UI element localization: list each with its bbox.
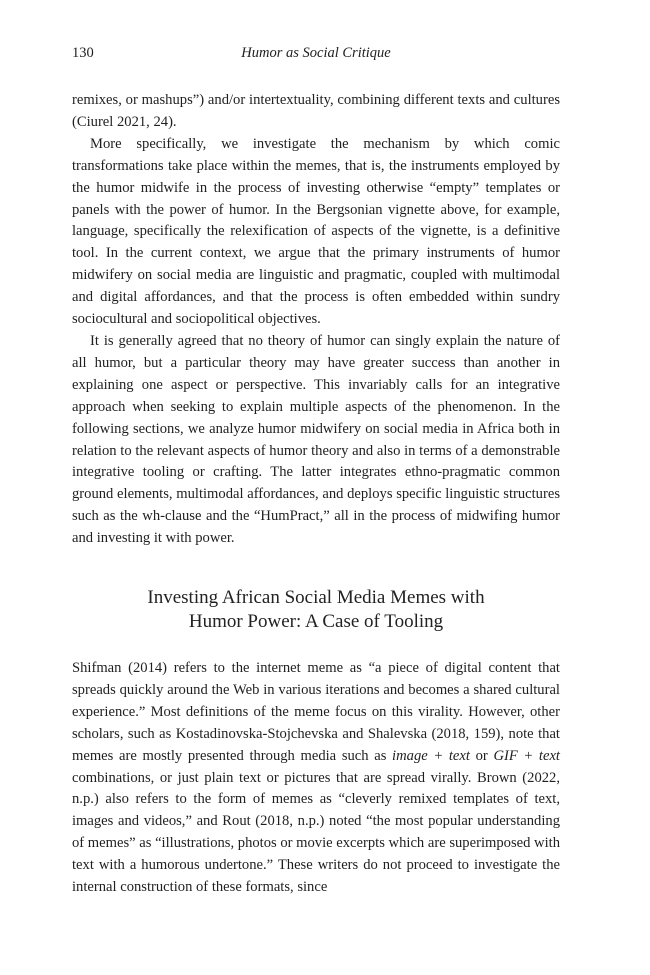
body-text-top [72, 90, 560, 550]
italic-term-gif-text: GIF + text [493, 747, 560, 764]
section-heading-line-2: Humor Power: A Case of Tooling [188, 611, 444, 632]
paragraph-text-part: or [469, 747, 494, 764]
italic-term-image-text: image + text [392, 747, 470, 764]
paragraph-text-part: combinations, or just plain text or pictures that are spread virally. Brown (2022, n.p.) also refers to the form of memes as “cleverly remixed templates of text, images and videos,” and Rout (2018, n.p.) noted “the most popular understanding of memes” as “illustrations, photos or movie excerpts which are superimposed with text with a humorous undertone.” These writers do not proceed to investigate the internal construction of these formats, since [72, 769, 560, 896]
running-title: Humor as Social Critique [241, 45, 391, 61]
paragraph-meme-definition [72, 658, 560, 899]
paragraph-text-part: Shifman (2014) refers to the internet meme as “a piece of digital content that spreads quickly around the Web in various iterations and becomes a shared cultural experience.” Most definitions of the meme focus on this virality. However, other scholars, such as Kostadinovska-Stojchevska and Shalevska (2018, 159), note that memes are mostly presented through media such as [72, 660, 560, 764]
paragraph-continuation: remixes, or mashups”) and/or intertextuality, combining different texts and cultures (Ciurel 2021, 24). [72, 92, 560, 130]
section-heading-line-1: Investing African Social Media Memes with [147, 587, 485, 608]
paragraph-humor-theory: It is generally agreed that no theory of humor can singly explain the nature of all humor, but a particular theory may have greater success than another in explaining one aspect or perspective. This invariably calls for an integrative approach when seeking to explain multiple aspects of the phenomenon. In the following sections, we analyze humor midwifery on social media in Africa both in relation to the relevant aspects of humor theory and also in terms of a demonstrable integrative tooling or crafting. The latter integrates ethno-pragmatic common ground elements, multimodal affordances, and deploys specific linguistic structures such as the wh-clause and the “HumPract,” all in the process of midwifing humor and investing it with power. [72, 332, 560, 547]
body-text-bottom [72, 658, 560, 899]
page-number: 130 [72, 45, 94, 61]
paragraph-mechanism: More specifically, we investigate the mechanism by which comic transformations take place within the memes, that is, the instruments employed by the humor midwife in the process of investing otherwise “empty” templates or panels with the power of humor. In the Bergsonian vignette above, for example, language, specifically the relexification of aspects of the vignette, is a definitive tool. In the current context, we argue that the primary instruments of humor midwifery on social media are linguistic and pragmatic, coupled with multimodal and digital affordances, and that the process is often embedded within sundry sociocultural and sociopolitical objectives. [72, 135, 560, 328]
page-header [72, 45, 560, 67]
section-heading [72, 586, 560, 634]
